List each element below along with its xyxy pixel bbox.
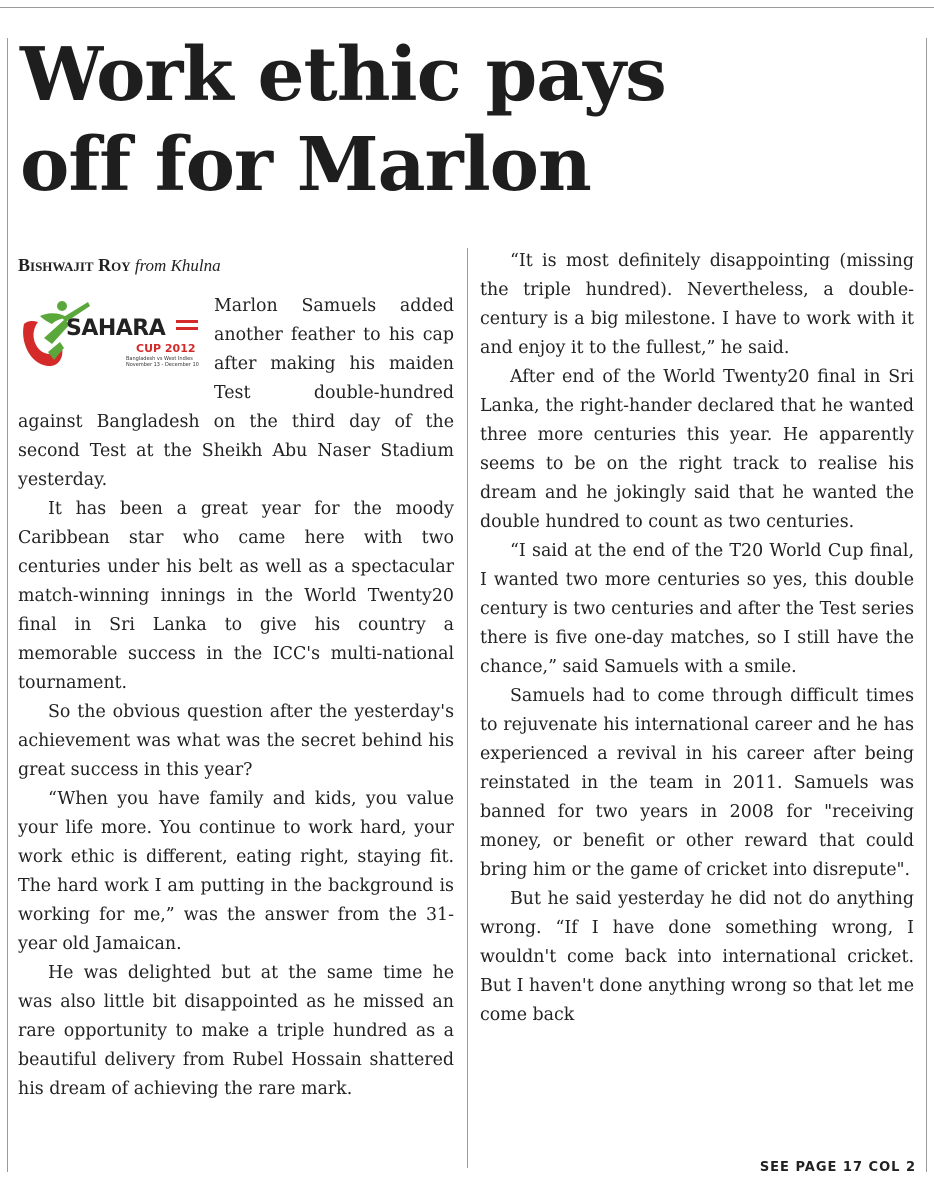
paragraph: It has been a great year for the moody Caribbean star who came here with two centuries under his belt as well as a spectacular match-winning innings in the World Twenty20 final in Sri Lanka to give his country a memorable success in the ICC's multi-national tournament. xyxy=(18,499,454,693)
paragraph: Marlon Samuels added another feather to his cap after making his maiden Test double-hundred against Bangladesh on the third day of the second Test at the Sheikh Abu Naser Stadium yesterday. xyxy=(18,296,454,490)
left-rule xyxy=(7,38,8,1172)
right-rule xyxy=(926,38,927,1172)
paragraph: So the obvious question after the yesterday's achievement was what was the secret behind his great success in this year? xyxy=(18,702,454,780)
paragraph: “It is most definitely disappointing (missing the triple hundred). Nevertheless, a double-century is a big milestone. I have to work with it and enjoy it to the fullest,” he said. xyxy=(480,251,914,358)
column-divider xyxy=(467,248,468,1168)
headline xyxy=(20,30,920,210)
logo-brand: SAHARA xyxy=(66,316,166,341)
logo-flag-icon xyxy=(176,320,198,330)
logo-subtitle-2: November 13 - December 10 xyxy=(126,362,199,368)
top-rule xyxy=(0,7,934,8)
article-column-1 xyxy=(18,292,454,1104)
article-column-2 xyxy=(480,247,914,1030)
continuation-link[interactable]: SEE PAGE 17 COL 2 xyxy=(759,1160,916,1175)
sahara-cup-logo xyxy=(18,294,208,382)
logo-event: CUP 2012 xyxy=(136,342,196,355)
logo-subtitle-1: Bangladesh vs West Indies xyxy=(126,356,193,362)
paragraph: Samuels had to come through difficult times to rejuvenate his international career and he has experienced a revival in his career after being reinstated in the team in 2011. Samuels was banned for two years in 2008 for "receiving money, or benefit or other reward that could bring him or the game of cricket into disrepute". xyxy=(480,686,914,880)
headline-line-1: Work ethic pays xyxy=(20,32,666,118)
paragraph: “When you have family and kids, you value your life more. You continue to work hard, your work ethic is different, eating right, staying fit. The hard work I am putting in the background is working for me,” was the answer from the 31-year old Jamaican. xyxy=(18,789,454,954)
paragraph: He was delighted but at the same time he was also little bit disappointed as he missed an rare opportunity to make a triple hundred as a beautiful delivery from Rubel Hossain shattered his dream of achieving the rare mark. xyxy=(18,963,454,1099)
headline-line-2: off for Marlon xyxy=(20,122,591,208)
byline-author: Bishwajit Roy xyxy=(18,255,131,275)
byline-location: from Khulna xyxy=(134,256,221,275)
byline xyxy=(18,255,221,276)
paragraph: “I said at the end of the T20 World Cup final, I wanted two more centuries so yes, this double century is two centuries and after the Test series there is five one-day matches, so I still have the chance,” said Samuels with a smile. xyxy=(480,541,914,677)
paragraph: After end of the World Twenty20 final in Sri Lanka, the right-hander declared that he wanted three more centuries this year. He apparently seems to be on the right track to realise his dream and he jokingly said that he wanted the double hundred to count as two centuries. xyxy=(480,367,914,532)
paragraph: But he said yesterday he did not do anything wrong. “If I have done something wrong, I wouldn't come back into international cricket. But I haven't done anything wrong so that let me come back xyxy=(480,889,914,1025)
